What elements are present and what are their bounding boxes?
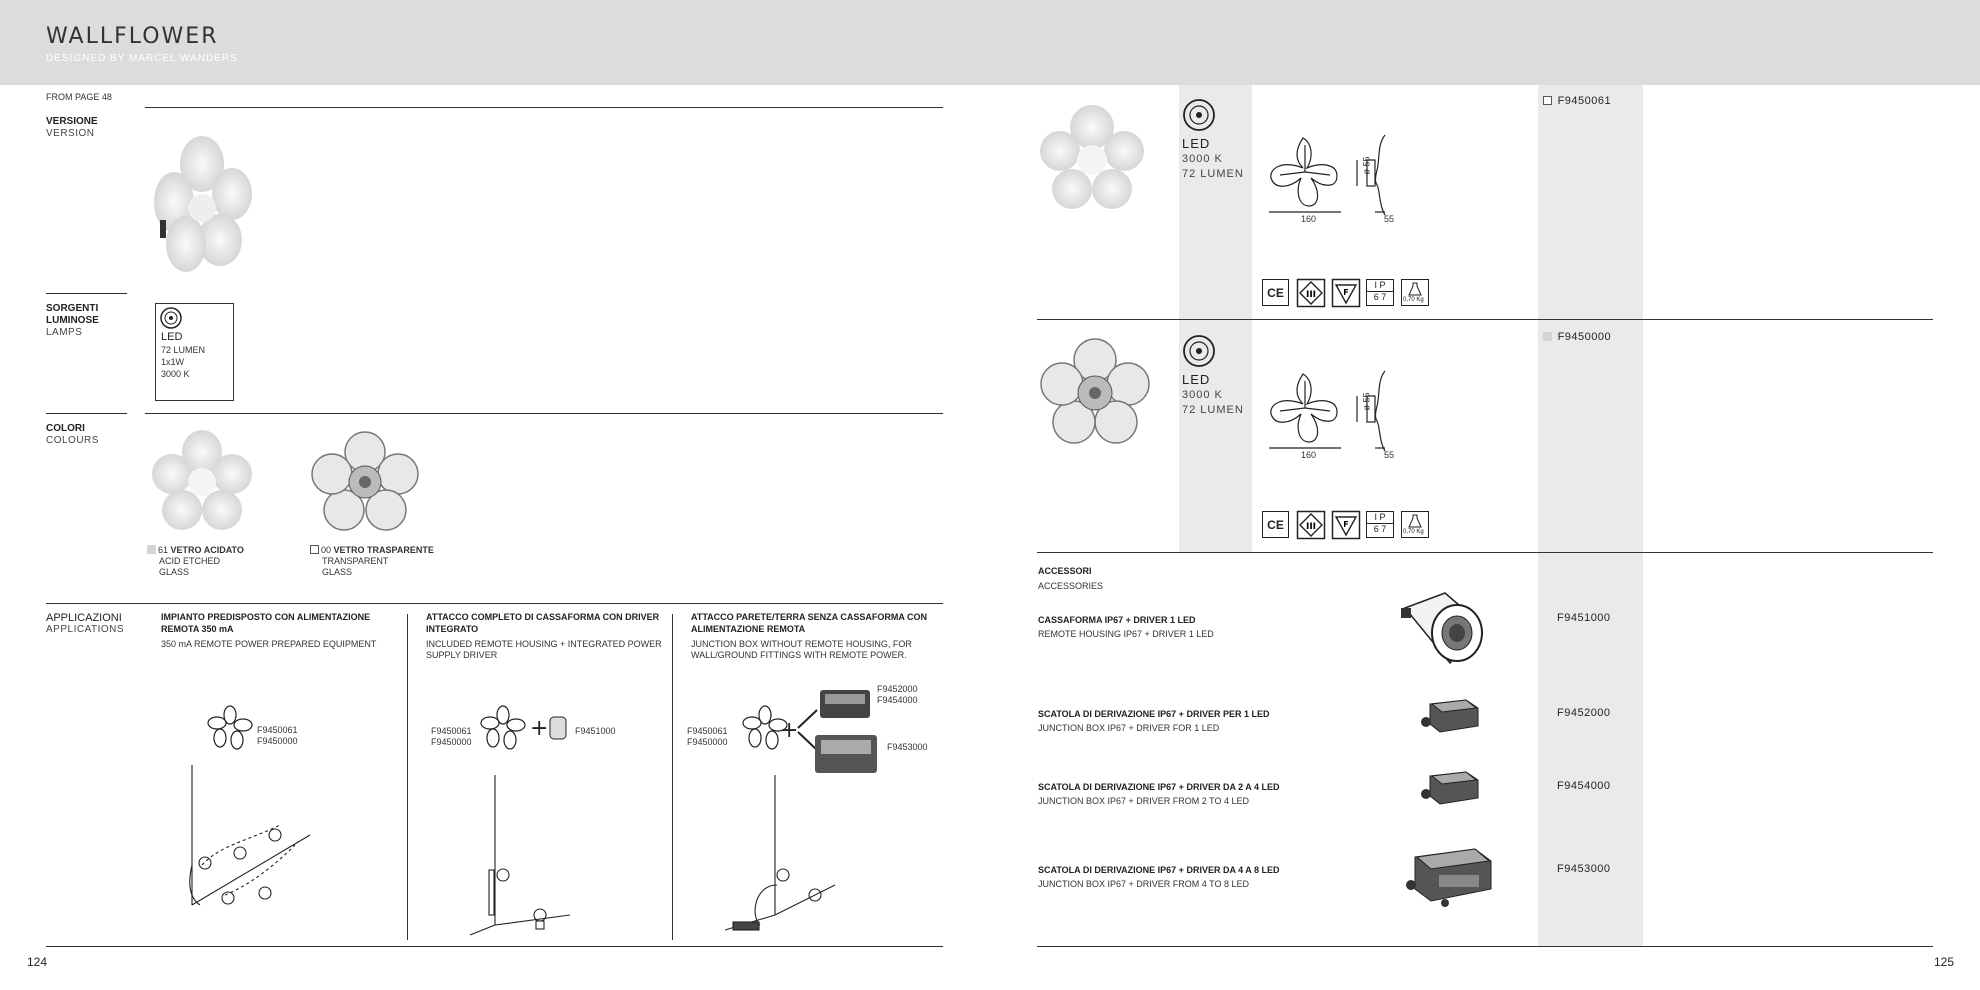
accessory-item[interactable] — [1038, 864, 1279, 890]
product-code-row[interactable] — [1543, 331, 1611, 343]
colour-swatch — [147, 545, 156, 554]
applications-label-en: APPLICATIONS — [46, 624, 125, 635]
divider — [46, 413, 127, 414]
product-kelvin: 3000 K — [1182, 153, 1223, 165]
colour-name-en: ACID ETCHED — [159, 556, 221, 566]
svg-text:III: III — [1305, 522, 1317, 532]
class-iii-icon — [1297, 279, 1325, 307]
application-illustration-remote — [180, 765, 310, 915]
divider — [1037, 319, 1933, 320]
technical-drawing — [1265, 130, 1415, 225]
page-subtitle: DESIGNED BY MARCEL WANDERS — [46, 53, 238, 64]
f-mark-icon — [1332, 511, 1360, 539]
accessory-name-en: JUNCTION BOX IP67 + DRIVER FROM 2 TO 4 LED — [1038, 796, 1249, 806]
dimension-depth: 55 — [1384, 450, 1395, 460]
product-image-transparent — [1040, 338, 1150, 448]
junction-box-image — [1418, 698, 1483, 738]
product-code: F9452000 — [877, 684, 918, 694]
product-code: F9450061 — [431, 726, 472, 736]
colours-label-it: COLORI — [46, 423, 85, 434]
version-label-en: VERSION — [46, 128, 95, 139]
accessory-name-it: SCATOLA DI DERIVAZIONE IP67 + DRIVER PER 1 LED — [1038, 709, 1270, 719]
colour-name-en: GLASS — [322, 567, 353, 577]
led-badge-icon — [1182, 334, 1216, 368]
application-col-2 — [426, 611, 666, 661]
divider — [145, 107, 943, 108]
accessory-item[interactable] — [1038, 781, 1279, 807]
lamps-label-it-2: LUMINOSE — [46, 315, 99, 326]
accessory-item[interactable] — [1038, 614, 1214, 640]
accessories-label — [1038, 565, 1103, 592]
colour-name-en: TRANSPARENT — [322, 556, 389, 566]
accessory-name-it: SCATOLA DI DERIVAZIONE IP67 + DRIVER DA 4 A 8 LED — [1038, 865, 1280, 875]
divider — [46, 946, 943, 947]
divider — [46, 293, 127, 294]
accessories-label-en: ACCESSORIES — [1038, 581, 1104, 591]
code-column-bg — [1538, 85, 1643, 947]
product-code: F9450000 — [257, 736, 298, 746]
page-title: WALLFLOWER — [46, 24, 219, 49]
product-led: LED — [1182, 372, 1211, 387]
junction-box-image — [1418, 770, 1483, 810]
application-col-1 — [161, 611, 401, 650]
accessory-code: F9453000 — [1557, 863, 1611, 875]
weight-value: 0,70 Kg — [1403, 297, 1424, 303]
application-desc: 350 mA REMOTE POWER PREPARED EQUIPMENT — [161, 639, 377, 649]
accessory-code: F9451000 — [1557, 612, 1611, 624]
dimension-diameter: ø 55 — [1361, 156, 1372, 175]
application-codes — [687, 726, 728, 748]
ip-label: I P — [1374, 280, 1386, 290]
led-badge-icon — [160, 307, 182, 329]
application-title: ALIMENTAZIONE REMOTA — [691, 624, 806, 634]
accessory-code: F9454000 — [1557, 780, 1611, 792]
ip-rating: 6 7 — [1367, 291, 1393, 303]
divider — [46, 603, 943, 604]
housing-code: F9451000 — [575, 726, 616, 736]
svg-text:+: + — [780, 718, 799, 743]
version-label-it: VERSIONE — [46, 116, 98, 127]
lamp-led: LED — [161, 331, 183, 343]
application-desc: SUPPLY DRIVER — [426, 650, 498, 660]
class-iii-icon — [1297, 511, 1325, 539]
dimension-width: 160 — [1301, 450, 1317, 460]
svg-text:F: F — [1343, 288, 1349, 297]
colour-code: 61 — [158, 545, 169, 555]
junction-box-code: F9453000 — [887, 742, 928, 752]
application-desc: WALL/GROUND FITTINGS WITH REMOTE POWER. — [691, 650, 907, 660]
lamps-label — [46, 303, 99, 339]
ce-mark-icon: CE — [1262, 511, 1289, 538]
product-code: F9450000 — [431, 737, 472, 747]
colour-item-transparent[interactable] — [310, 545, 434, 578]
svg-text:+: + — [530, 716, 549, 741]
page-number-left: 124 — [27, 955, 48, 969]
ip67-icon — [1366, 511, 1394, 538]
colour-swatch — [310, 545, 319, 554]
applications-label-it: APPLICAZIONI — [46, 612, 122, 624]
product-code-row[interactable] — [1543, 95, 1611, 107]
ce-mark-icon: CE — [1262, 279, 1289, 306]
accessory-name-it: CASSAFORMA IP67 + DRIVER 1 LED — [1038, 615, 1196, 625]
colour-name-it: VETRO TRASPARENTE — [333, 545, 434, 555]
weight-icon — [1401, 279, 1429, 306]
page-number-right: 125 — [1934, 955, 1955, 969]
application-title: INTEGRATO — [426, 624, 479, 634]
svg-text:III: III — [1305, 290, 1317, 300]
product-code: F9450061 — [1557, 95, 1612, 107]
lamp-lumen: 72 LUMEN — [161, 345, 206, 355]
application-codes — [431, 726, 472, 748]
large-junction-box-image — [1405, 845, 1495, 910]
application-illustration-junction — [725, 775, 835, 935]
application-illustration-housing — [470, 775, 570, 935]
colours-label-en: COLOURS — [46, 435, 99, 446]
divider — [1037, 946, 1933, 947]
divider — [1037, 552, 1933, 553]
lamp-power: 1x1W — [161, 357, 185, 367]
applications-label — [46, 612, 124, 636]
ip-rating: 6 7 — [1367, 523, 1393, 535]
led-badge-icon — [1182, 98, 1216, 132]
accessories-label-it: ACCESSORI — [1038, 566, 1092, 576]
weight-shape-icon — [1408, 514, 1422, 528]
accessory-name-en: JUNCTION BOX IP67 + DRIVER FROM 4 TO 8 LED — [1038, 879, 1249, 889]
application-title: REMOTA 350 mA — [161, 624, 234, 634]
accessory-item[interactable] — [1038, 708, 1269, 734]
ip-label: I P — [1374, 512, 1386, 522]
product-code: F9450061 — [257, 725, 298, 735]
lamps-label-it-1: SORGENTI — [46, 303, 99, 314]
wallflower-product-image — [150, 132, 255, 277]
application-col-3 — [691, 611, 941, 661]
dimension-diameter: ø 55 — [1361, 392, 1372, 411]
product-code: F9450000 — [1557, 331, 1612, 343]
application-title: ATTACCO PARETE/TERRA SENZA CASSAFORMA CON — [691, 612, 927, 622]
accessory-name-en: REMOTE HOUSING IP67 + DRIVER 1 LED — [1038, 629, 1214, 639]
page-header — [0, 0, 1980, 85]
svg-text:F: F — [1343, 520, 1349, 529]
column-divider — [672, 614, 673, 940]
technical-drawing — [1265, 366, 1415, 461]
weight-shape-icon — [1408, 282, 1422, 296]
lamp-kelvin: 3000 K — [161, 369, 190, 379]
f-mark-icon — [1332, 279, 1360, 307]
application-title: ATTACCO COMPLETO DI CASSAFORMA CON DRIVER — [426, 612, 660, 622]
product-code: F9450000 — [687, 737, 728, 747]
flower-lamp-icon — [205, 705, 255, 750]
product-lumen: 72 LUMEN — [1182, 404, 1244, 416]
accessory-name-it: SCATOLA DI DERIVAZIONE IP67 + DRIVER DA 2 A 4 LED — [1038, 782, 1280, 792]
flower-plus-housing-icon — [478, 705, 578, 750]
product-code: F9450061 — [687, 726, 728, 736]
application-desc: INCLUDED REMOTE HOUSING + INTEGRATED POWER — [426, 639, 662, 649]
colour-name-en: GLASS — [159, 567, 190, 577]
weight-icon — [1401, 511, 1429, 538]
product-lumen: 72 LUMEN — [1182, 168, 1244, 180]
colour-swatch — [1543, 332, 1552, 341]
accessory-name-en: JUNCTION BOX IP67 + DRIVER FOR 1 LED — [1038, 723, 1220, 733]
lamp-spec-box — [155, 303, 234, 401]
junction-box-codes — [877, 684, 918, 706]
weight-value: 0,70 Kg — [1403, 529, 1424, 535]
colour-code: 00 — [321, 545, 332, 555]
colour-item-acid-etched[interactable] — [147, 545, 244, 578]
divider — [145, 413, 943, 414]
column-divider — [407, 614, 408, 940]
product-led: LED — [1182, 136, 1211, 151]
colour-swatch — [1543, 96, 1552, 105]
application-codes — [257, 725, 298, 747]
application-desc: JUNCTION BOX WITHOUT REMOTE HOUSING, FOR — [691, 639, 912, 649]
dimension-width: 160 — [1301, 214, 1317, 224]
ip67-icon — [1366, 279, 1394, 306]
transparent-flower-image — [310, 430, 420, 530]
colours-label — [46, 423, 99, 447]
accessory-code: F9452000 — [1557, 707, 1611, 719]
colour-name-it: VETRO ACIDATO — [170, 545, 244, 555]
remote-housing-image — [1395, 588, 1490, 668]
lamps-label-en: LAMPS — [46, 327, 83, 338]
flower-plus-junction-box-icon — [745, 680, 885, 780]
product-kelvin: 3000 K — [1182, 389, 1223, 401]
application-title: IMPIANTO PREDISPOSTO CON ALIMENTAZIONE — [161, 612, 371, 622]
version-label — [46, 116, 98, 140]
from-page-note: FROM PAGE 48 — [46, 92, 112, 102]
dimension-depth: 55 — [1384, 214, 1395, 224]
acid-etched-flower-image — [152, 430, 252, 530]
product-image-acid-etched — [1040, 105, 1145, 210]
product-code: F9454000 — [877, 695, 918, 705]
